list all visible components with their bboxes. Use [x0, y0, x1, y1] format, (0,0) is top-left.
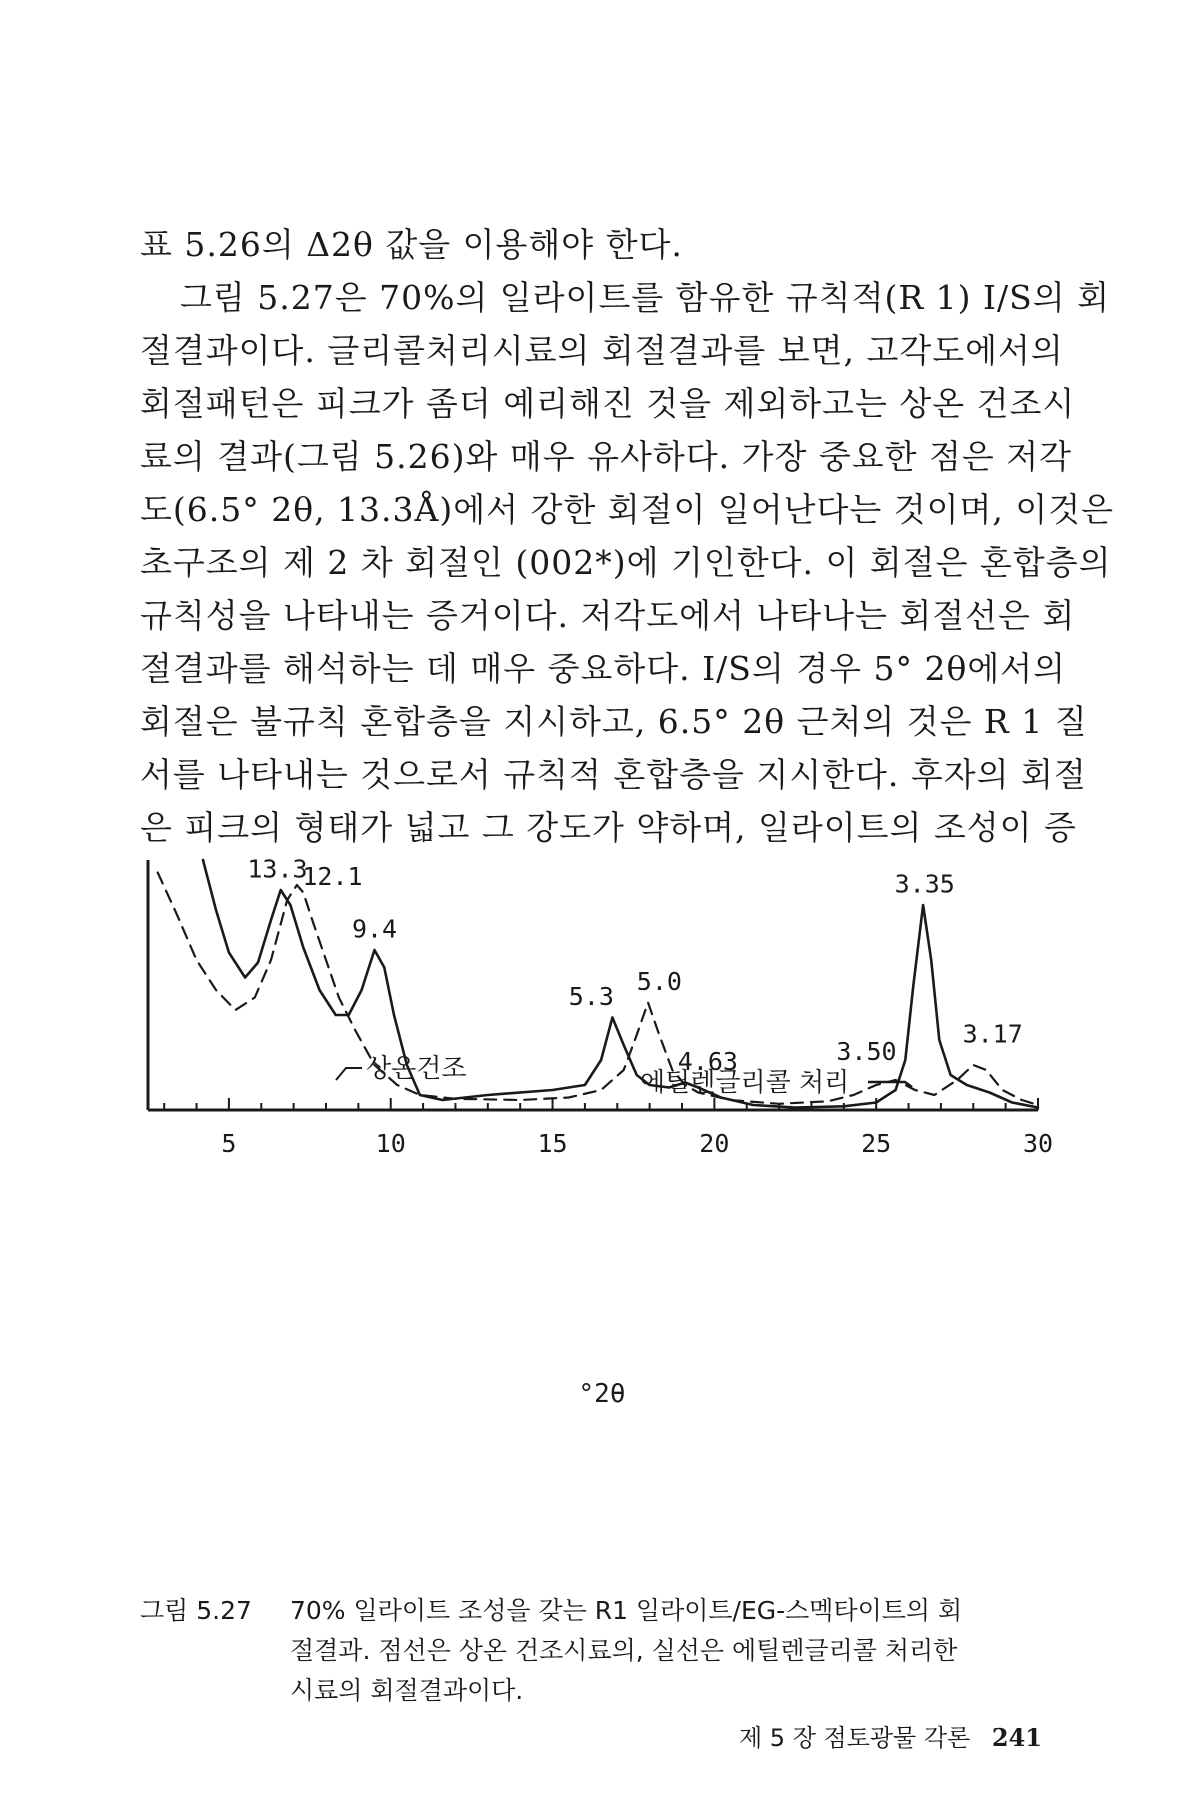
body-line: 도(6.5° 2θ, 13.3Å)에서 강한 회절이 일어난다는 것이며, 이것은: [140, 490, 1114, 529]
caption-line: 절결과. 점선은 상온 건조시료의, 실선은 에틸렌글리콜 처리한: [290, 1636, 958, 1665]
x-ticks: [164, 1098, 1038, 1110]
peak-label: 9.4: [351, 914, 398, 944]
body-line: 절결과이다. 글리콜처리시료의 회절결과를 보면, 고각도에서의: [140, 331, 1064, 370]
page-footer: [739, 1718, 1042, 1753]
caption-line: 70% 일라이트 조성을 갖는 R1 일라이트/EG-스멕타이트의 회: [290, 1596, 963, 1625]
body-line: 절결과를 해석하는 데 매우 중요하다. I/S의 경우 5° 2θ에서의: [140, 649, 1066, 688]
body-line: 규칙성을 나타내는 증거이다. 저각도에서 나타나는 회절선은 회: [140, 596, 1076, 635]
series-leader-dry: [336, 1068, 362, 1080]
peak-label: 5.3: [568, 982, 614, 1011]
page-number: 241: [991, 1723, 1042, 1752]
body-line: 초구조의 제 2 차 회절인 (002*)에 기인한다. 이 회절은 혼합층의: [140, 543, 1112, 582]
peak-label: 13.3: [247, 854, 308, 884]
peak-label: 5.0: [636, 967, 682, 996]
caption-text: [290, 1591, 1060, 1711]
caption-number: 그림 5.27: [140, 1596, 252, 1625]
x-tick-label: 15: [537, 1129, 568, 1158]
body-line: 서를 나타내는 것으로서 규칙적 혼합층을 지시한다. 후자의 회절: [140, 755, 1087, 794]
series-label-dry: 상온건조: [366, 1054, 467, 1084]
body-line: 그림 5.27은 70%의 일라이트를 함유한 규칙적(R 1) I/S의 회: [180, 278, 1111, 317]
body-line: 회절은 불규칙 혼합층을 지시하고, 6.5° 2θ 근처의 것은 R 1 질: [140, 702, 1088, 741]
peak-label: 12.1: [302, 862, 363, 891]
x-tick-labels: [221, 1129, 1053, 1158]
peak-label: 3.35: [894, 869, 955, 899]
series-label-eg: 에틸렌글리콜 처리: [640, 1068, 850, 1098]
peak-label: 3.17: [962, 1019, 1023, 1049]
peak-label: 4.63: [677, 1047, 739, 1076]
chapter-title: 제 5 장 점토광물 각론: [738, 1724, 971, 1752]
x-tick-label: 5: [221, 1129, 237, 1158]
x-axis-label: °2θ: [578, 1379, 626, 1409]
body-line: 은 피크의 형태가 넓고 그 강도가 약하며, 일라이트의 조성이 증: [140, 808, 1077, 847]
body-line: 표 5.26의 Δ2θ 값을 이용해야 한다.: [140, 225, 683, 264]
peak-label: 3.50: [836, 1037, 897, 1066]
x-tick-label: 20: [699, 1129, 730, 1158]
x-tick-label: 25: [861, 1129, 892, 1158]
x-tick-label: 30: [1022, 1129, 1054, 1158]
figure-caption: [140, 1591, 1060, 1711]
x-tick-label: 10: [375, 1129, 406, 1158]
body-line: 료의 결과(그림 5.26)와 매우 유사하다. 가장 중요한 점은 저각: [140, 437, 1072, 476]
body-line: 회절패턴은 피크가 좀더 예리해진 것을 제외하고는 상온 건조시: [140, 384, 1076, 423]
caption-line: 시료의 회절결과이다.: [290, 1676, 524, 1705]
